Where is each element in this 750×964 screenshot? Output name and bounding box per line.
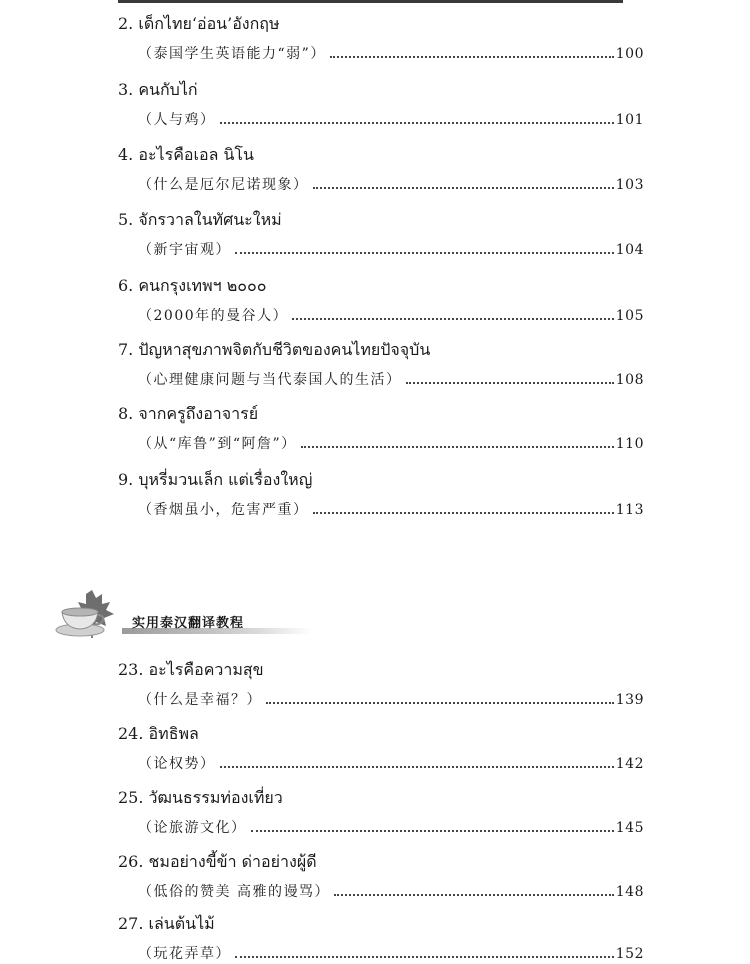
toc-entry-page: 113: [615, 502, 644, 518]
toc-entry-subtitle: （论权势）: [138, 756, 216, 772]
toc-entry-title: 24. อิทธิพล: [118, 724, 199, 743]
toc-entry[interactable]: [118, 914, 644, 964]
top-rule-tail: [628, 0, 638, 6]
dot-leader: [251, 830, 614, 832]
toc-entry[interactable]: [118, 14, 644, 64]
toc-entry-subtitle: （低俗的赞美 高雅的谩骂）: [138, 884, 330, 900]
toc-entry[interactable]: [118, 210, 644, 260]
toc-entry-page: 148: [615, 884, 644, 900]
dot-leader: [334, 894, 614, 896]
toc-entry[interactable]: [118, 404, 644, 454]
toc-entry-page: 145: [615, 820, 644, 836]
toc-entry-title: 3. คนกับไก่: [118, 80, 198, 99]
dot-leader: [301, 446, 614, 448]
dot-leader: [220, 122, 614, 124]
toc-entry-title: 25. วัฒนธรรมท่องเที่ยว: [118, 788, 283, 807]
toc-entry-page: 100: [615, 46, 644, 62]
toc-entry-title: 8. จากครูถึงอาจารย์: [118, 404, 259, 423]
toc-entry-title: 5. จักรวาลในทัศนะใหม่: [118, 210, 282, 229]
dot-leader: [266, 702, 614, 704]
toc-entry-page: 105: [615, 308, 644, 324]
toc-entry-title: 7. ปัญหาสุขภาพจิตกับชีวิตของคนไทยปัจจุบัน: [118, 340, 431, 359]
toc-entry-page: 139: [615, 692, 644, 708]
section-header: [52, 584, 272, 642]
toc-entry[interactable]: [118, 660, 644, 710]
toc-entry-page: 101: [615, 112, 644, 128]
toc-entry[interactable]: [118, 80, 644, 130]
toc-entry-title: 2. เด็กไทย‘อ่อน’อังกฤษ: [118, 14, 280, 33]
toc-entry-title: 6. คนกรุงเทพฯ ๒๐๐๐: [118, 276, 267, 295]
toc-entry[interactable]: [118, 852, 644, 902]
toc-entry-subtitle: （什么是幸福？）: [138, 692, 262, 708]
toc-entry[interactable]: [118, 788, 644, 838]
toc-entry-title: 23. อะไรคือความสุข: [118, 660, 264, 679]
teacup-leaf-icon: [52, 584, 122, 642]
toc-entry-title: 27. เล่นต้นไม้: [118, 914, 215, 933]
toc-entry[interactable]: [118, 145, 644, 195]
dot-leader: [406, 382, 614, 384]
toc-entry-subtitle: （什么是厄尔尼诺现象）: [138, 177, 309, 193]
toc-entry[interactable]: [118, 470, 644, 520]
toc-entry-page: 152: [615, 946, 644, 962]
toc-entry-page: 103: [615, 177, 644, 193]
toc-entry[interactable]: [118, 276, 644, 326]
dot-leader: [292, 318, 614, 320]
dot-leader: [235, 956, 614, 958]
top-rule: [118, 0, 623, 5]
toc-entry-page: 142: [615, 756, 644, 772]
toc-entry-title: 4. อะไรคือเอล นิโน: [118, 145, 254, 164]
dot-leader: [220, 766, 614, 768]
toc-entry-page: 108: [615, 372, 644, 388]
toc-entry-subtitle: （心理健康问题与当代泰国人的生活）: [138, 372, 402, 388]
toc-entry-subtitle: （人与鸡）: [138, 112, 216, 128]
toc-entry-subtitle: （论旅游文化）: [138, 820, 247, 836]
toc-entry-subtitle: （从“库鲁”到“阿詹”）: [138, 436, 297, 452]
toc-entry-title: 26. ชมอย่างขี้ข้า ด่าอย่างผู้ดี: [118, 852, 317, 871]
toc-entry-subtitle: （香烟虽小，危害严重）: [138, 502, 309, 518]
dot-leader: [313, 512, 614, 514]
toc-entry-page: 110: [615, 436, 644, 452]
toc-entry[interactable]: [118, 340, 644, 390]
toc-entry-subtitle: （玩花弄草）: [138, 946, 231, 962]
dot-leader: [235, 252, 614, 254]
toc-entry[interactable]: [118, 724, 644, 774]
toc-entry-subtitle: （2000年的曼谷人）: [138, 308, 289, 324]
toc-entry-page: 104: [615, 242, 644, 258]
toc-entry-subtitle: （泰国学生英语能力“弱”）: [138, 46, 326, 62]
section-header-label: 实用泰汉翻译教程: [132, 616, 245, 631]
toc-entry-title: 9. บุหรี่มวนเล็ก แต่เรื่องใหญ่: [118, 470, 313, 489]
toc-entry-subtitle: （新宇宙观）: [138, 242, 231, 258]
dot-leader: [313, 187, 614, 189]
dot-leader: [330, 56, 614, 58]
